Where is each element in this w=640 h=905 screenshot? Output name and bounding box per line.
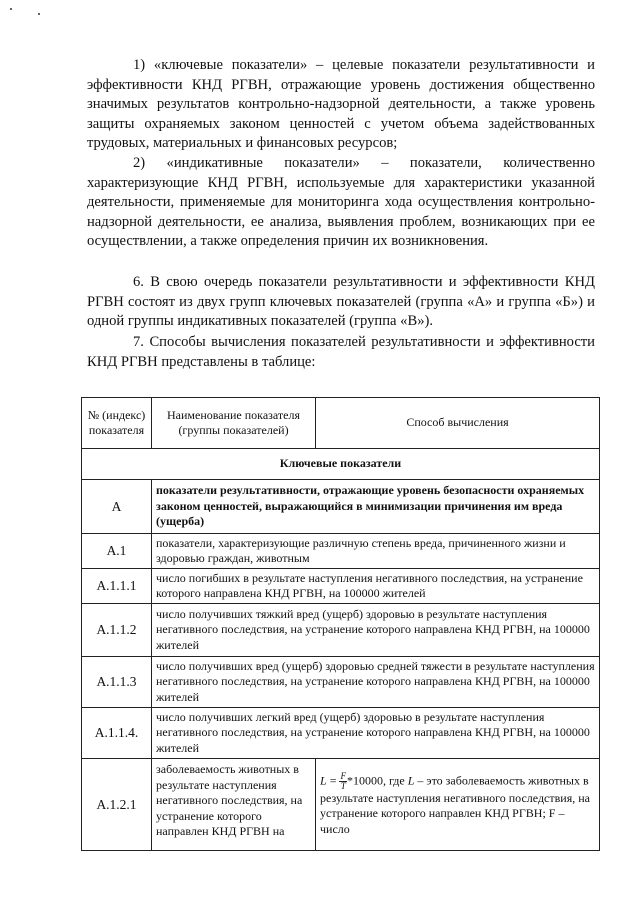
indicators-table <box>81 397 600 851</box>
paragraph-6: 6. В свою очередь показатели результативности и эффективности КНД РГВН состоят из двух групп ключевых показателей (группа «А» и группа «Б») и одной группы индикативных показателей (группа «В»). <box>87 274 595 330</box>
header-method: Способ вычисления <box>316 398 600 449</box>
paragraph-key-indicators: 1) «ключевые показатели» – целевые показатели результативности и эффективности КНД РГВН, отражающие уровень достижения общественно значимых результатов контрольно-надзорной деятельности, а также уровень защиты охраняемых законом ценностей с учетом объема задействованных трудовых, материальных и финансовых ресурсов; <box>87 57 595 152</box>
row-description: число получивших тяжкий вред (ущерб) здоровью в результате наступления негативного последствия, на устранение которого направлена КНД РГВН, на 100000 жителей <box>152 604 600 657</box>
row-description: показатели результативности, отражающие уровень безопасности охраняемых законом ценностей, выражающийся в минимизации причинения им вреда (ущерба) <box>152 480 600 534</box>
row-formula <box>316 759 600 851</box>
row-code: А.1.2.1 <box>82 759 152 851</box>
row-description: число получивших легкий вред (ущерб) здоровью в результате наступления негативного последствия, на устранение которого направлена КНД РГВН, на 100000 жителей <box>152 708 600 759</box>
header-index: № (индекс) показателя <box>82 398 152 449</box>
formula-rest: *10000, где <box>346 773 408 787</box>
section-row <box>82 449 600 480</box>
paragraph-indicative-indicators: 2) «индикативные показатели» – показатели, количественно характеризующие КНД РГВН, используемые для характеристики указанной деятельности, применяемые для мониторинга хода осуществления контрольно-надзорной деятельности, ее анализа, выявления проблем, возникающих при ее осуществлении, а также определения причин их возникновения. <box>87 155 595 250</box>
header-name: Наименование показателя (группы показателей) <box>152 398 316 449</box>
formula-fraction <box>339 772 347 791</box>
formula-var: L <box>407 773 415 787</box>
section-title: Ключевые показатели <box>82 449 600 480</box>
row-code: А <box>82 480 152 534</box>
row-code: А.1.1.4. <box>82 708 152 759</box>
table-row <box>82 569 600 604</box>
row-code: А.1 <box>82 534 152 569</box>
table-row <box>82 604 600 657</box>
paragraph-7: 7. Способы вычисления показателей результативности и эффективности КНД РГВН представлены в таблице: <box>87 334 595 370</box>
row-description: показатели, характеризующие различную степень вреда, причиненного жизни и здоровью граждан, животным <box>152 534 600 569</box>
formula-eq: = <box>326 773 340 787</box>
table-row <box>82 534 600 569</box>
formula-lhs: L <box>320 773 327 787</box>
row-code: А.1.1.1 <box>82 569 152 604</box>
table-header-row <box>82 398 600 449</box>
formula-denominator: T <box>340 780 346 791</box>
formula-description: – это заболеваемость животных в результате наступления негативного последствия, на устранение которого направлен КНД РГВН; F – число <box>320 773 590 836</box>
table-row <box>82 657 600 708</box>
row-description: число получивших вред (ущерб) здоровью средней тяжести в результате наступления негативного последствия, на устранение которого направлена КНД РГВН, на 100000 жителей <box>152 657 600 708</box>
formula-numerator: F <box>340 770 346 781</box>
scan-speck <box>38 13 40 15</box>
row-code: А.1.1.2 <box>82 604 152 657</box>
scan-speck <box>10 8 12 10</box>
table-row <box>82 759 600 851</box>
table-row <box>82 708 600 759</box>
row-description: число погибших в результате наступления негативного последствия, на устранение которого направлена КНД РГВН, на 100000 жителей <box>152 569 600 604</box>
table-row <box>82 480 600 534</box>
row-code: А.1.1.3 <box>82 657 152 708</box>
row-name: заболеваемость животных в результате наступления негативного последствия, на устранение которого направлен КНД РГВН на <box>152 759 316 851</box>
